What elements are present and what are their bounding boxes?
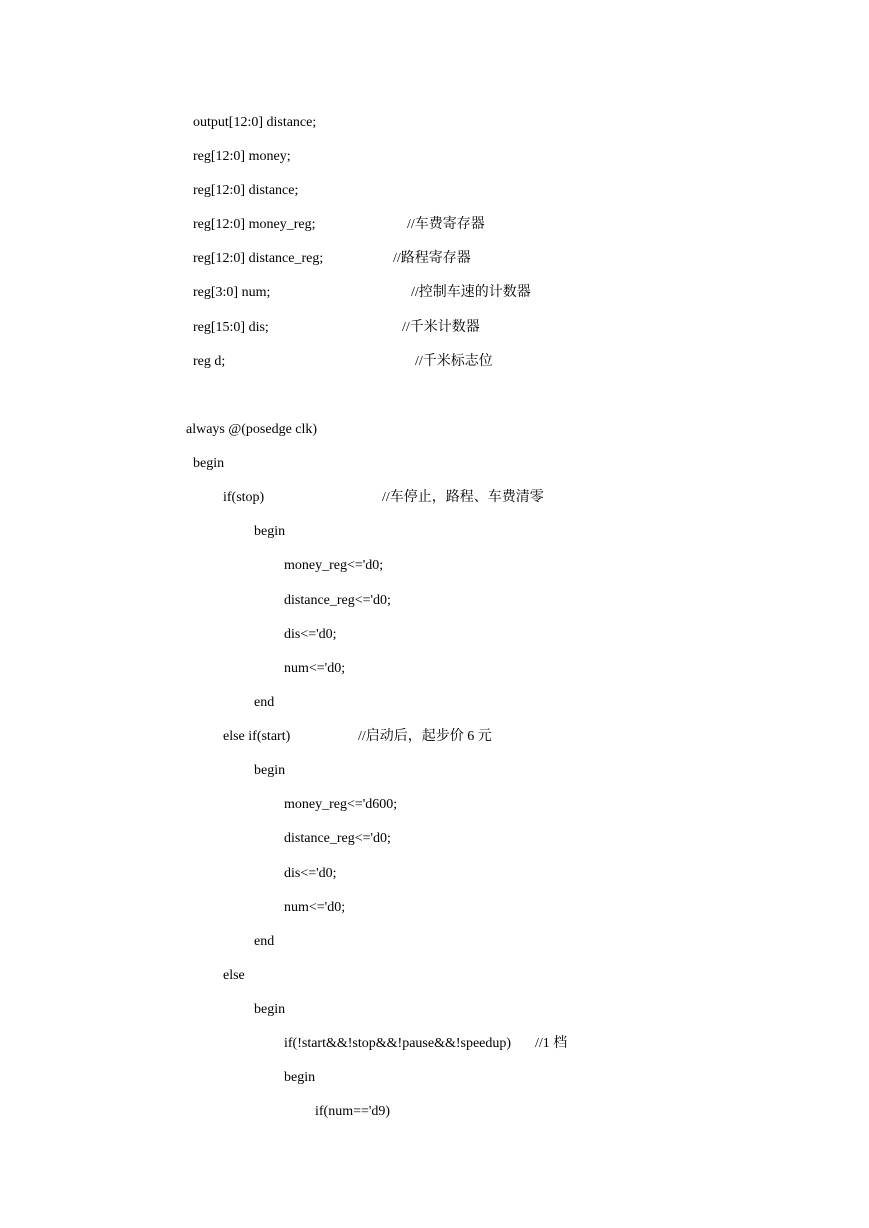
code-comment: //车停止，路程、车费清零	[382, 490, 544, 505]
code-comment: //1 档	[535, 1036, 568, 1051]
code-text: distance_reg<='d0;	[284, 831, 391, 846]
code-line	[254, 523, 286, 577]
code-text: money_reg<='d0;	[284, 558, 384, 573]
code-line	[315, 1103, 391, 1157]
code-line	[284, 899, 346, 953]
code-line	[284, 660, 346, 714]
code-text: begin	[254, 524, 286, 539]
code-line	[254, 933, 275, 987]
code-line	[193, 455, 225, 509]
code-text: begin	[254, 763, 286, 778]
code-text: num<='d0;	[284, 900, 346, 915]
code-text: else if(start)	[223, 729, 291, 744]
code-text: end	[254, 934, 275, 949]
code-text: begin	[193, 456, 225, 471]
code-text: money_reg<='d600;	[284, 797, 398, 812]
code-text: if(num=='d9)	[315, 1104, 391, 1119]
code-line	[284, 1069, 316, 1123]
code-text: reg[12:0] money;	[193, 149, 291, 164]
code-text: else	[223, 968, 245, 983]
code-text: dis<='d0;	[284, 866, 337, 881]
code-text: if(stop)	[223, 490, 265, 505]
code-comment: //启动后，起步价 6 元	[358, 729, 492, 744]
code-text: dis<='d0;	[284, 627, 337, 642]
code-text: num<='d0;	[284, 661, 346, 676]
code-text: reg[3:0] num;	[193, 285, 271, 300]
code-line	[254, 762, 286, 816]
code-comment: //路程寄存器	[393, 251, 471, 266]
code-comment: //千米计数器	[402, 320, 480, 335]
code-comment: //车费寄存器	[407, 217, 485, 232]
code-text: always @(posedge clk)	[186, 422, 318, 437]
code-text: reg[12:0] money_reg;	[193, 217, 316, 232]
code-line	[254, 1001, 286, 1055]
code-text: begin	[284, 1070, 316, 1085]
code-text: end	[254, 695, 275, 710]
code-text: if(!start&&!stop&&!pause&&!speedup)	[284, 1036, 512, 1051]
code-text: output[12:0] distance;	[193, 115, 317, 130]
code-text: reg[12:0] distance_reg;	[193, 251, 324, 266]
code-text: begin	[254, 1002, 286, 1017]
code-text: distance_reg<='d0;	[284, 593, 391, 608]
code-comment: //控制车速的计数器	[411, 285, 531, 300]
code-comment: //千米标志位	[415, 354, 493, 369]
code-line	[193, 353, 493, 425]
code-line	[223, 967, 245, 1021]
code-text: reg d;	[193, 354, 226, 369]
code-text: reg[15:0] dis;	[193, 320, 269, 335]
code-text: reg[12:0] distance;	[193, 183, 299, 198]
